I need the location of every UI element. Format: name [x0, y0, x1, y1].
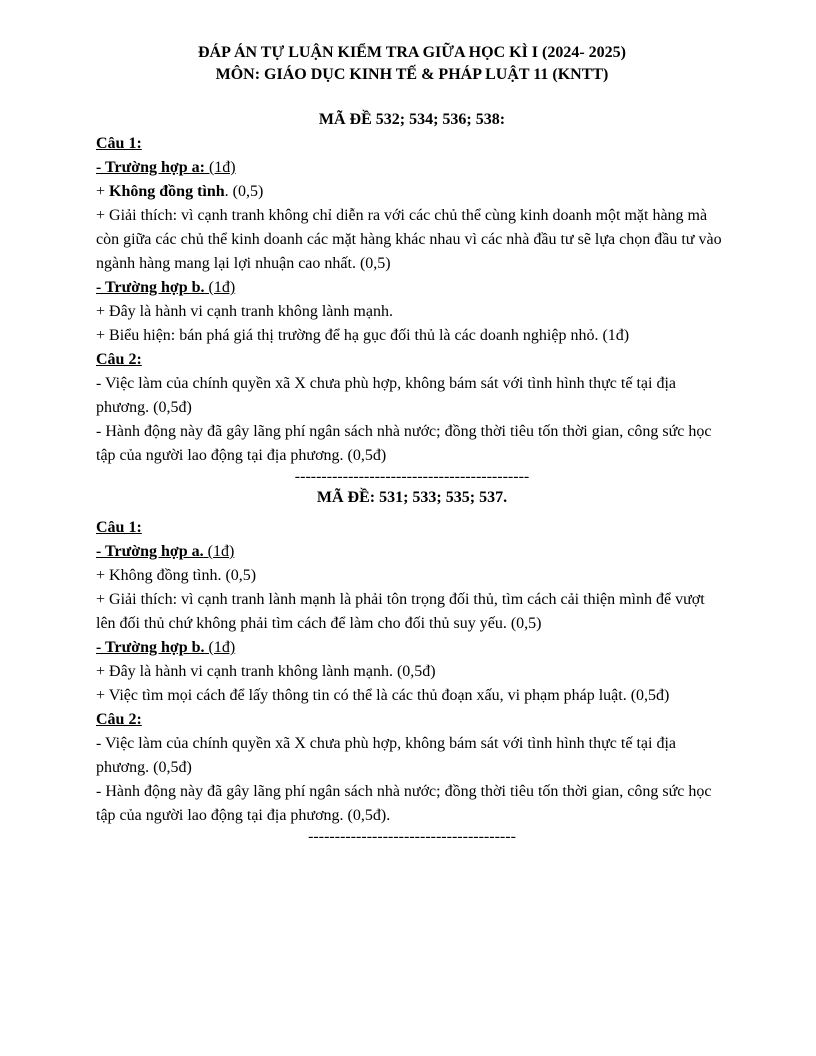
- case-a-points: (1đ): [203, 543, 235, 560]
- case-a-heading: [96, 156, 728, 180]
- section-exam-codes-even: [96, 108, 728, 486]
- case-b-title: - Trường hợp b.: [96, 279, 205, 296]
- case-b-heading: [96, 276, 728, 300]
- case-b-points: (1đ): [204, 279, 236, 296]
- case-a-title: - Trường hợp a:: [96, 159, 205, 176]
- case-a-explanation: + Giải thích: vì cạnh tranh không chỉ diễn ra với các chủ thể cùng kinh doanh một mặt hàng mà còn giữa các chủ thể kinh doanh các mặt hàng khác nhau vì các nhà đầu tư sẽ lựa chọn đầu tư vào ngành hàng mang lại lợi nhuận cao nhất. (0,5): [96, 207, 722, 272]
- case-a-answer: [96, 180, 728, 204]
- case-a-explanation: + Giải thích: vì cạnh tranh lành mạnh là phải tôn trọng đối thủ, tìm cách cải thiện mình để vượt lên đối thủ chứ không phải tìm cách để làm cho đối thủ suy yếu. (0,5): [96, 591, 705, 632]
- case-b-title: - Trường hợp b.: [96, 639, 205, 656]
- case-b-heading: [96, 636, 728, 660]
- exam-code-heading: MÃ ĐỀ 532; 534; 536; 538:: [318, 111, 506, 128]
- question-1-label: Câu 1:: [96, 135, 142, 152]
- case-b-points: (1đ): [204, 639, 236, 656]
- case-a-heading: [96, 540, 728, 564]
- exam-code-heading: MÃ ĐỀ: 531; 533; 535; 537.: [316, 489, 508, 506]
- answer-document: [96, 42, 728, 846]
- question-2-label: Câu 2:: [96, 711, 142, 728]
- question-2-point-2: - Hành động này đã gây lãng phí ngân sách nhà nước; đồng thời tiêu tốn thời gian, công sức học tập của người lao động tại địa phương. (0,5đ).: [96, 783, 712, 824]
- case-a-answer: + Không đồng tình. (0,5): [96, 567, 257, 584]
- case-a-points: (1đ): [204, 159, 236, 176]
- case-a-answer-prefix: +: [96, 183, 110, 200]
- question-1-label: Câu 1:: [96, 519, 142, 536]
- title-line-1: ĐÁP ÁN TỰ LUẬN KIỂM TRA GIỮA HỌC KÌ I (2024- 2025): [197, 44, 627, 61]
- section-separator: ---------------------------------------: [308, 828, 516, 845]
- question-2-point-2: - Hành động này đã gây lãng phí ngân sách nhà nước; đồng thời tiêu tốn thời gian, công sức học tập của người lao động tại địa phương. (0,5đ): [96, 423, 712, 464]
- section-separator: --------------------------------------------: [294, 468, 530, 485]
- case-b-answer-1: + Đây là hành vi cạnh tranh không lành mạnh.: [96, 303, 393, 320]
- case-a-answer-rest: . (0,5): [224, 183, 264, 200]
- title-line-2: MÔN: GIÁO DỤC KINH TẾ & PHÁP LUẬT 11 (KNTT): [215, 66, 609, 83]
- case-a-answer-bold: Không đồng tình: [109, 183, 225, 200]
- case-a-title: - Trường hợp a.: [96, 543, 204, 560]
- document-title: [96, 42, 728, 86]
- question-2-point-1: - Việc làm của chính quyền xã X chưa phù hợp, không bám sát với tình hình thực tế tại địa phương. (0,5đ): [96, 375, 676, 416]
- case-b-answer-2: + Biểu hiện: bán phá giá thị trường để hạ gục đối thủ là các doanh nghiệp nhỏ. (1đ): [96, 327, 630, 344]
- case-b-answer-1: + Đây là hành vi cạnh tranh không lành mạnh. (0,5đ): [96, 663, 436, 680]
- question-2-point-1: - Việc làm của chính quyền xã X chưa phù hợp, không bám sát với tình hình thực tế tại địa phương. (0,5đ): [96, 735, 676, 776]
- case-b-answer-2: + Việc tìm mọi cách để lấy thông tin có thể là các thủ đoạn xấu, vi phạm pháp luật. (0,5đ): [96, 687, 670, 704]
- question-2-label: Câu 2:: [96, 351, 142, 368]
- section-exam-codes-odd: [96, 486, 728, 846]
